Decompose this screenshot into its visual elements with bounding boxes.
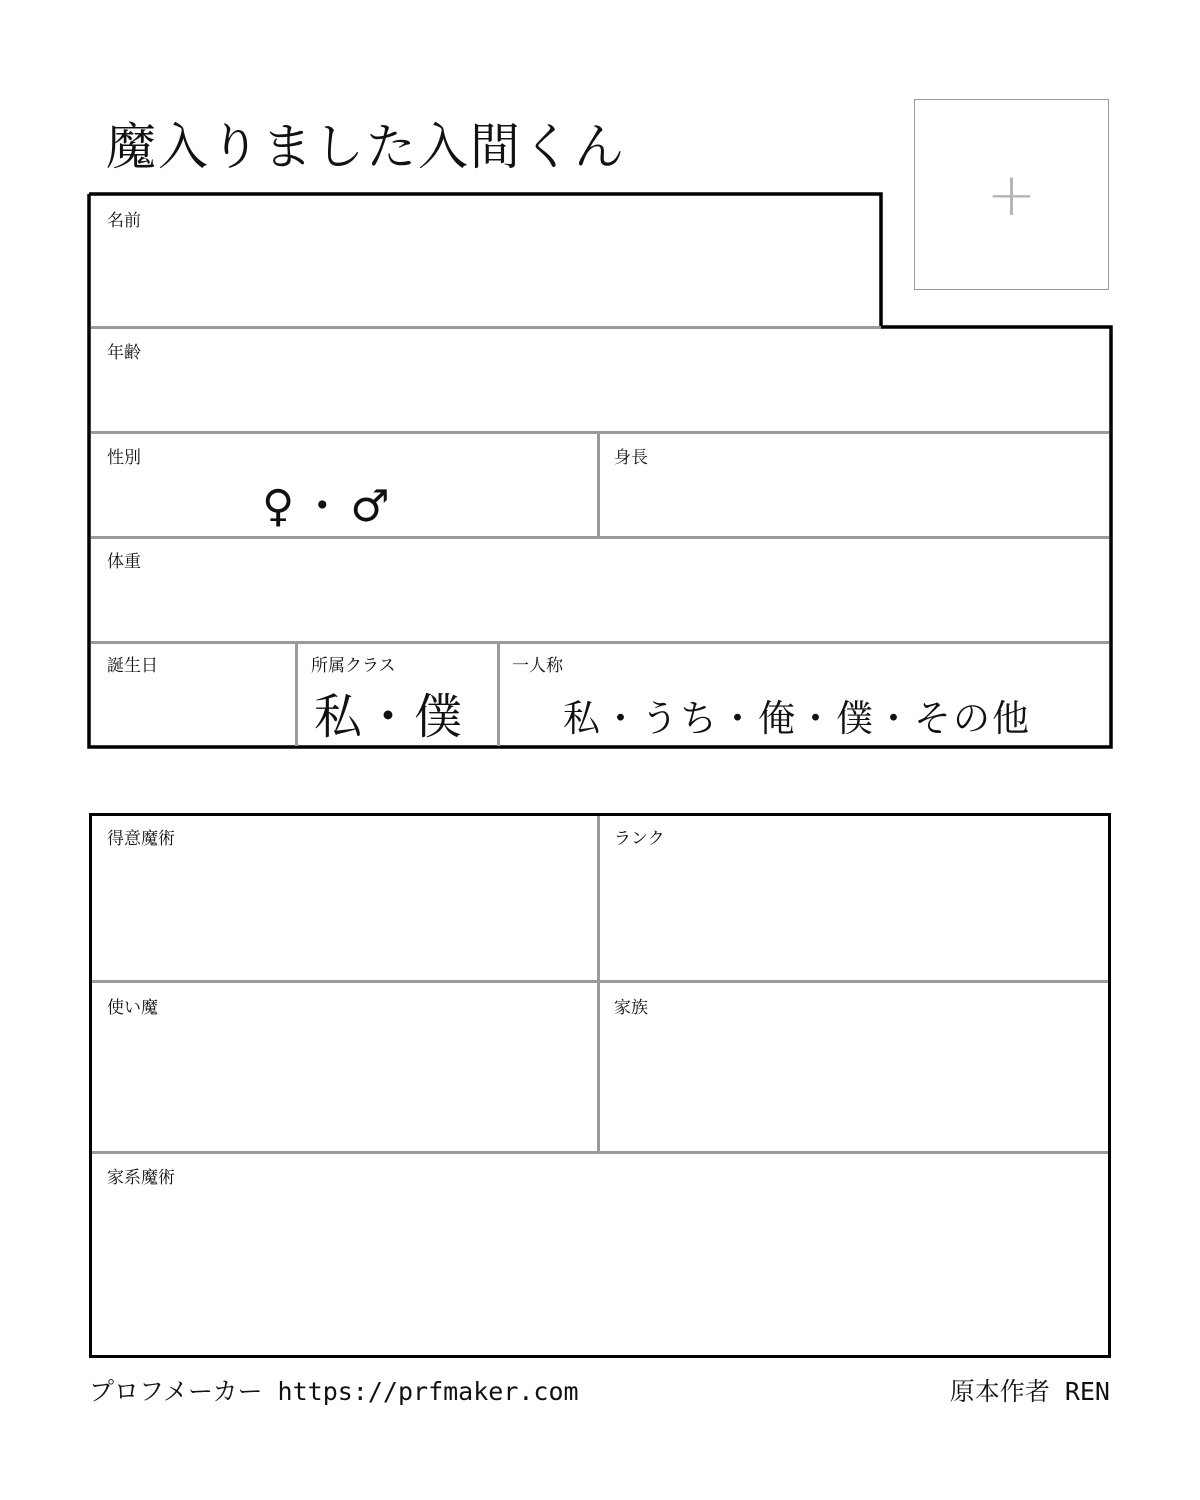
age-label: 年齢 [107,343,141,363]
divider [597,433,600,537]
footer-author: 原本作者 REN [949,1377,1110,1406]
divider [295,643,298,746]
divider [92,980,1108,983]
rank-label: ランク [614,829,665,849]
birthday-label: 誕生日 [107,656,158,676]
pronoun-label: 一人称 [512,656,563,676]
family-label: 家族 [614,998,648,1018]
class-options[interactable]: 私・僕 [314,689,465,745]
family-magic-label: 家系魔術 [107,1168,175,1188]
divider [497,643,500,746]
magic-label: 得意魔術 [107,829,175,849]
divider [91,326,881,329]
divider [91,536,1109,539]
divider [91,431,1109,434]
height-label: 身長 [614,448,648,468]
magic-section-outline [89,813,1111,1358]
page-title: 魔入りました入間くん [106,118,626,176]
divider [91,641,1109,644]
divider [92,1151,1108,1154]
gender-label: 性別 [107,448,141,468]
pronoun-options[interactable]: 私・うち・俺・僕・その他 [563,697,1031,740]
weight-label: 体重 [107,552,141,572]
class-label: 所属クラス [311,656,396,676]
footer-maker-link[interactable]: プロフメーカー https://prfmaker.com [89,1377,579,1406]
divider [597,816,600,1151]
familiar-label: 使い魔 [107,998,158,1018]
gender-options[interactable]: ♀・♂ [262,481,396,532]
plus-icon: + [986,159,1037,230]
name-label: 名前 [107,211,141,231]
